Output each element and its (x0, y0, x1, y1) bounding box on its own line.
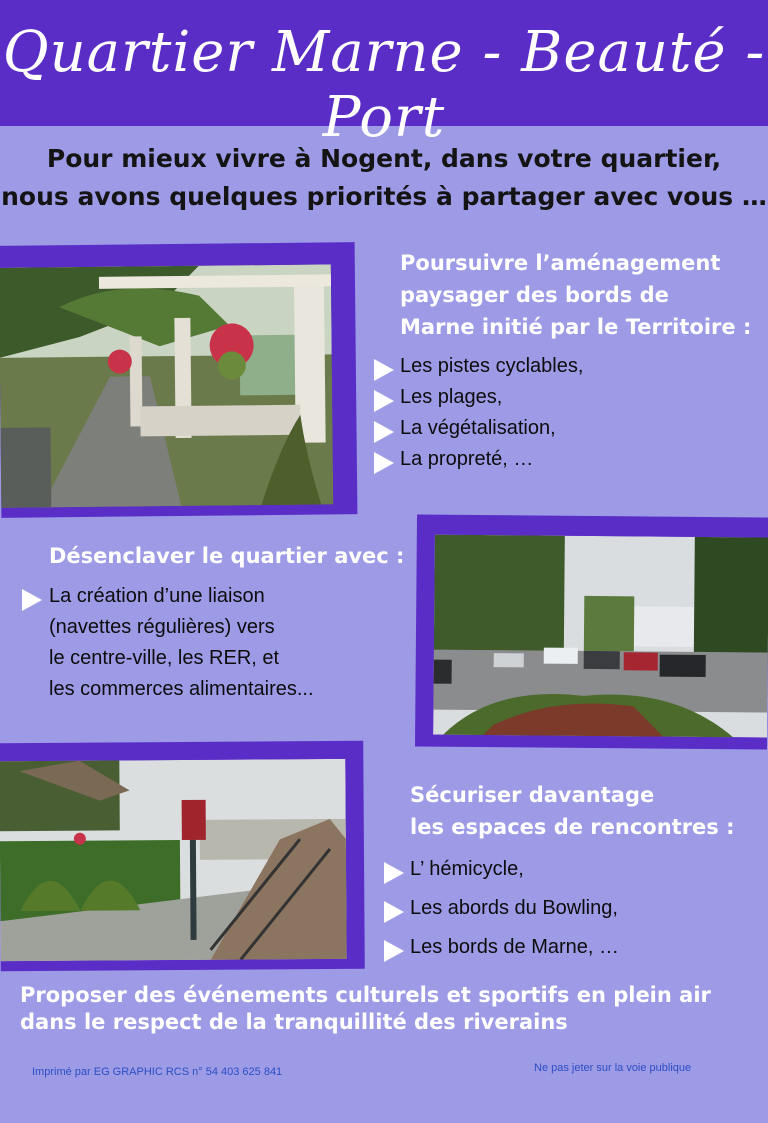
photo-pergola-frame (0, 242, 357, 518)
bullet-arrow-icon (384, 862, 404, 884)
closing-text: Proposer des événements culturels et sportifs en plein air dans le respect de la tranquillité des riverains (20, 983, 711, 1034)
section1-list (374, 351, 583, 475)
photo-pergola (0, 264, 333, 507)
section2-heading: Désenclaver le quartier avec : (49, 544, 405, 568)
bullet-arrow-icon (374, 390, 394, 412)
list-item: Les plages, (374, 382, 583, 413)
section1-heading: Poursuivre l’aménagement paysager des bords de Marne initié par le Territoire : (400, 251, 752, 339)
intro-line-1: Pour mieux vivre à Nogent, dans votre quartier, (46, 144, 722, 173)
intro-text (0, 140, 768, 216)
list-item: L’ hémicycle, (384, 854, 619, 885)
photo-hemicycle (0, 759, 347, 961)
intro-line-2: nous avons quelques priorités à partager avec vous … (1, 182, 767, 211)
section2-list (22, 581, 314, 705)
header-banner (0, 0, 768, 150)
section3-heading: Sécuriser davantage les espaces de rencontres : (410, 783, 735, 839)
list-item: Les bords de Marne, … (384, 932, 619, 963)
section3-list (384, 854, 619, 963)
list-item: Les abords du Bowling, (384, 893, 619, 924)
list-item: Les pistes cyclables, (374, 351, 583, 382)
bullet-arrow-icon (374, 452, 394, 474)
photo-hemicycle-frame (0, 741, 365, 972)
photo-parking (433, 535, 768, 738)
bullet-arrow-icon (374, 359, 394, 381)
page-title: Quartier Marne - Beauté - Port (2, 20, 766, 150)
list-item: La création d’une liaison (navettes régulières) vers le centre-ville, les RER, et les commerces alimentaires... (22, 581, 314, 705)
bullet-arrow-icon (374, 421, 394, 443)
bullet-arrow-icon (384, 901, 404, 923)
list-item: La propreté, … (374, 444, 583, 475)
bullet-arrow-icon (22, 589, 42, 611)
bullet-arrow-icon (384, 940, 404, 962)
littering-notice: Ne pas jeter sur la voie publique (534, 1062, 692, 1074)
list-item: La végétalisation, (374, 413, 583, 444)
printer-credit: Imprimé par EG GRAPHIC RCS n° 54 403 625 841 (32, 1066, 283, 1078)
photo-parking-frame (415, 514, 768, 749)
